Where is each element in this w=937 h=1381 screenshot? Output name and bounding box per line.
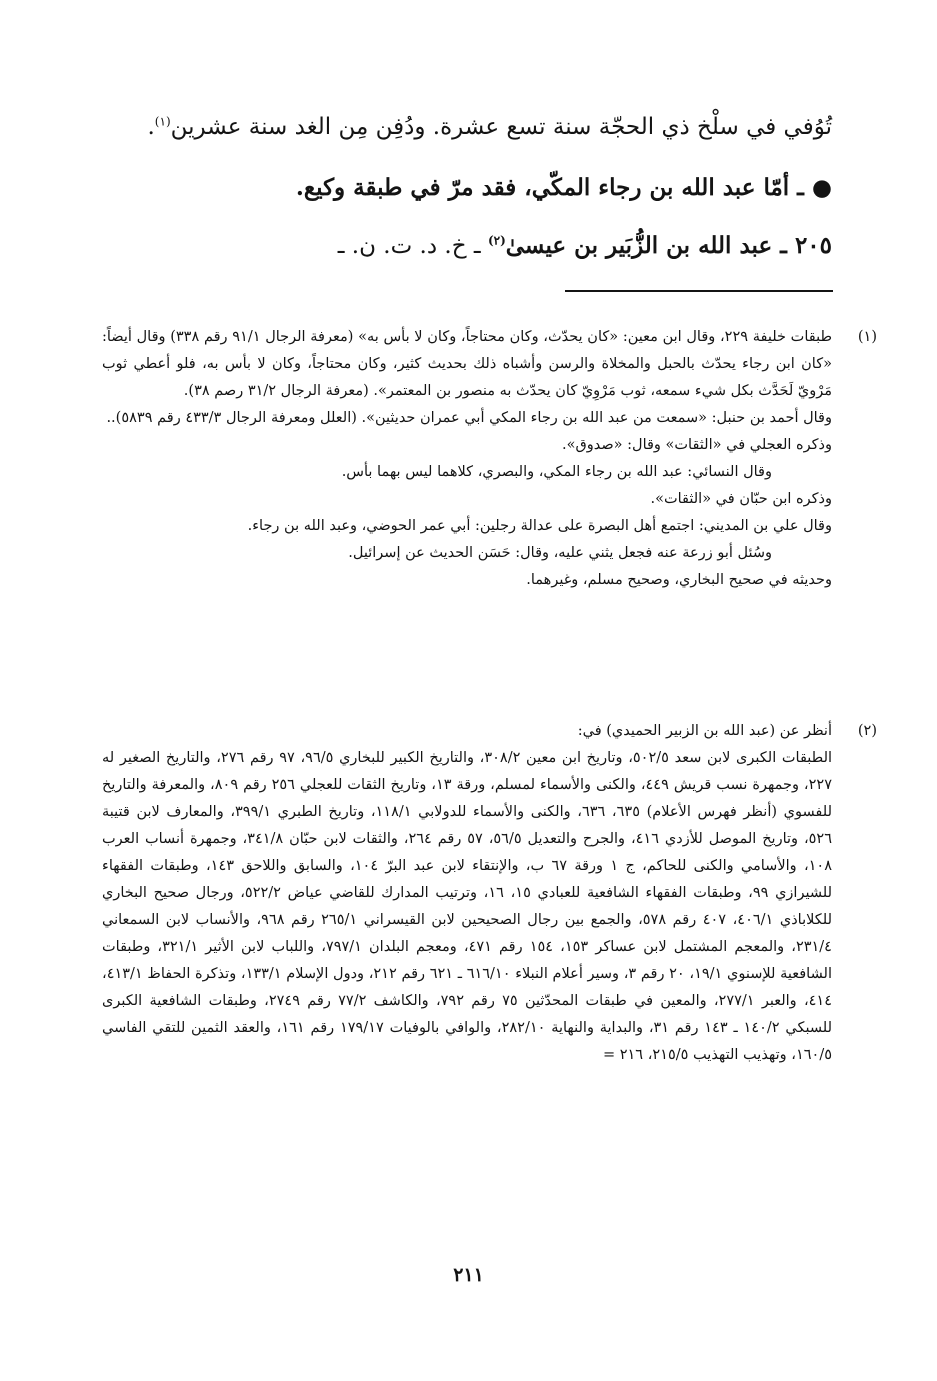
footnote-1-para: وحديثه في صحيح البخاري، وصحيح مسلم، وغيرهما. bbox=[526, 572, 832, 588]
footnote-2-number: (٢) bbox=[857, 723, 877, 739]
entry-heading-title: ٢٠٥ ـ عبد الله بن الزُّبَير بن عيسىٰ bbox=[505, 232, 832, 259]
footnote-1-para: وقال أحمد بن حنبل: «سمعت من عبد الله بن رجاء المكي أبي عمران حديثين». (العلل ومعرفة الرجال ٤٣٣/٣ رقم ٥٨٣٩).. bbox=[106, 410, 832, 426]
footnote-1-para: طبقات خليفة ٢٢٩، وقال ابن معين: «كان يحدّث، وكان محتاجاً، وكان لا بأس به» (معرفة الرجال ٩١/١ رقم ٣٣٨) وقال أيضاً: «كان ابن رجاء يحدّث بالحبل والمخلاة والرسن وأشباه ذلك بحديث كثير، وكان محتاجاً، وكان لا بأس به، فلو أعطي ثوب مَرْويّ لَحَدَّث بكل شيء سمعه، ثوب مَرْوِيّ كان يحدّث به منصور بن المعتمر». (معرفة الرجال ٣١/٢ رصم ٣٨). bbox=[102, 329, 832, 399]
footnote-1-para: وذكره العجلي في «الثقات» وقال: «صدوق». bbox=[562, 437, 832, 453]
footnote-separator bbox=[565, 290, 833, 292]
main-line-1-end: . bbox=[147, 114, 155, 140]
footnote-ref-1[interactable]: (١) bbox=[154, 114, 171, 129]
main-line-1 bbox=[132, 112, 832, 142]
entry-heading-sigla: ـ خ. د. ت. ن. ـ bbox=[337, 233, 488, 259]
footnote-1-para: وقال علي بن المديني: اجتمع أهل البصرة على عدالة رجلين: أبي عمر الحوضي، وعبد الله بن رجاء. bbox=[247, 518, 832, 534]
footnote-1-para: وسُئل أبو زرعة عنه فجعل يثني عليه، وقال: حَسَن الحديث عن إسرائيل. bbox=[348, 545, 772, 561]
footnote-1-para: وقال النسائي: عبد الله بن رجاء المكي، والبصري، كلاهما ليس بهما بأس. bbox=[341, 464, 772, 480]
footnote-2 bbox=[102, 718, 832, 1069]
main-line-1-text: تُوُفي في سلْخ ذي الحجّة سنة تسع عشرة. ودُفِن مِن الغد سنة عشرين bbox=[170, 114, 832, 140]
page-number: ٢١١ bbox=[453, 1264, 484, 1286]
footnote-ref-2[interactable]: (٢) bbox=[487, 233, 506, 248]
main-line-2 bbox=[132, 173, 832, 203]
footnote-1-para: وذكره ابن حبّان في «الثقات». bbox=[650, 491, 832, 507]
footnote-2-text: الطبقات الكبرى لابن سعد ٥٠٢/٥، وتاريخ ابن معين ٣٠٨/٢، والتاريخ الكبير للبخاري ٩٦/٥، ٩٧ رقم ٢٧٦، والتاريخ الصغير له ٢٢٧، وجمهرة نسب قريش ٤٤٩، والكنى والأسماء لمسلم، ورقة ١٣، وتاريخ الثقات للعجلي ٢٥٦ رقم ٨٠٩، والمعرفة والتاريخ للفسوي (أنظر فهرس الأعلام) ٦٣٥، ٦٣٦، والكنى والأسماء للدولابي ١١٨/١، وتاريخ الطبري ٣٩٩/١، والمعارف لابن قتيبة ٥٢٦، وتاريخ الموصل للأزدي ٤١٦، والجرح والتعديل ٥٦/٥، ٥٧ رقم ٢٦٤، والثقات لابن حبّان ٣٤١/٨، وجمهرة أنساب العرب ١٠٨، والأسامي والكنى للحاكم، ج ١ ورقة ٦٧ ب، والإنتقاء لابن عبد البرّ ١٠٤، والسابق واللاحق ١٤٣، وطبقات الفقهاء للشيرازي ٩٩، وطبقات الفقهاء الشافعية للعبادي ١٥، ١٦، وترتيب المدارك للقاضي عياض ٥٢٢/٢، ورجال صحيح البخاري للكلاباذي ٤٠٦/١، ٤٠٧ رقم ٥٧٨، والجمع بين رجال الصحيحين لابن القيسراني ٢٦٥/١ رقم ٩٦٨، والأنساب لابن السمعاني ٢٣١/٤، والمعجم المشتمل لابن عساكر ١٥٣، ١٥٤ رقم ٤٧١، ومعجم البلدان ٧٩٧/١، واللباب لابن الأثير ٣٢١/١، وطبقات الشافعية للإسنوي ١٩/١، ٢٠ رقم ٣، وسير أعلام النبلاء ٦١٦/١٠ ـ ٦٢١ رقم ٢١٢، ودول الإسلام ١٣٣/١، وتذكرة الحفاظ ٤١٣/١، ٤١٤، والعبر ٢٧٧/١، والمعين في طبقات المحدّثين ٧٥ رقم ٧٩٢، والكاشف ٧٧/٢ رقم ٢٧٤٩، وطبقات الشافعية الكبرى للسبكي ١٤٠/٢ ـ ١٤٣ رقم ٣١، والبداية والنهاية ٢٨٢/١٠، والوافي بالوفيات ١٧٩/١٧ رقم ١٦١، والعقد الثمين للتقي الفاسي ١٦٠/٥، وتهذيب التهذيب ٢١٥/٥، ٢١٦ = bbox=[102, 750, 833, 1063]
footnote-1-number: (١) bbox=[857, 329, 877, 345]
entry-heading bbox=[132, 231, 832, 261]
main-line-2-text: ● ـ أمّا عبد الله بن رجاء المكّي، فقد مرّ في طبقة وكيع. bbox=[295, 174, 832, 201]
footnote-2-intro: أنظر عن (عبد الله بن الزبير الحميدي) في: bbox=[577, 723, 832, 739]
footnote-1 bbox=[102, 324, 832, 594]
